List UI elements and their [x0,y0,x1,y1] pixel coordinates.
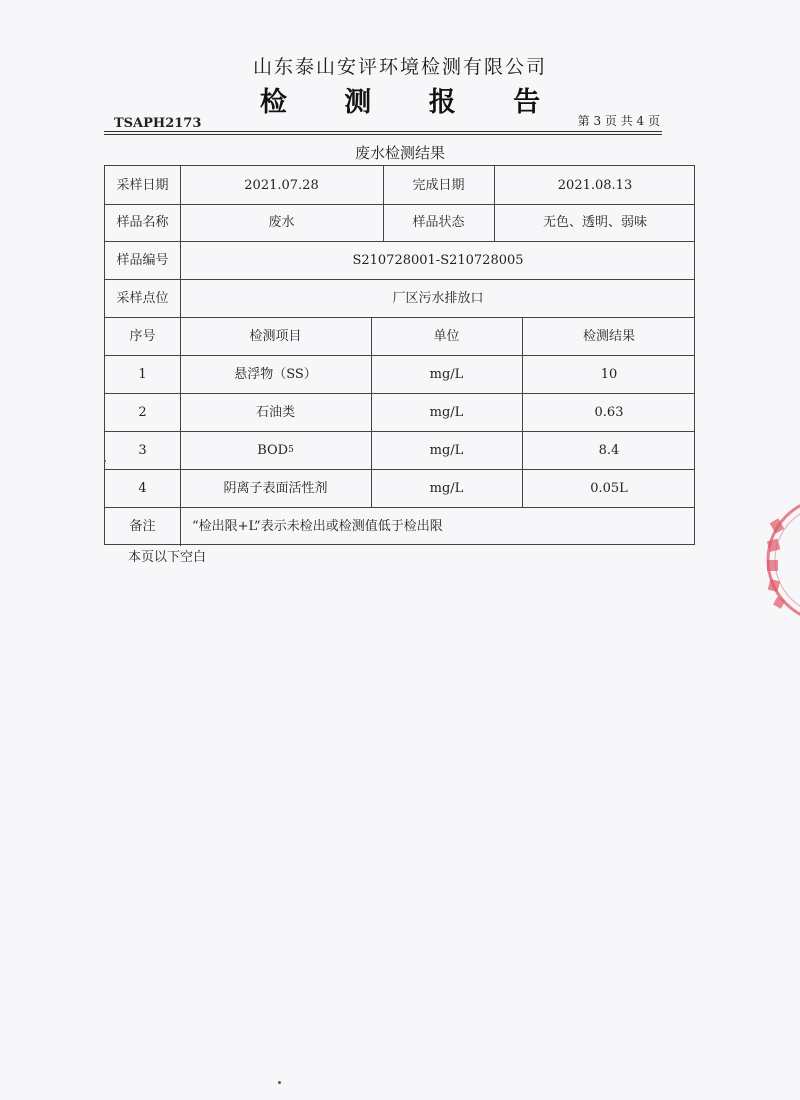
row-result: 10 [600,366,618,382]
row-unit: mg/L [429,442,464,458]
row-item-subscript: 5 [288,444,294,455]
sample-number-label: 样品编号 [116,252,169,268]
report-number: TSAPH2173 [114,116,202,131]
header-rule [104,134,662,135]
company-seal [760,490,800,630]
scan-speck [278,1081,281,1084]
results-table [104,165,695,545]
column-header-unit: 单位 [433,328,460,344]
row-item: 阴离子表面活性剂 [223,480,328,496]
sampling-site-value: 厂区污水排放口 [392,290,484,306]
row-item: 悬浮物（SS） [234,366,317,382]
page-indicator: 第 3 页 共 4 页 [577,114,660,128]
scan-speck [104,460,106,462]
row-item [180,431,371,469]
row-result: 8.4 [598,442,620,458]
sample-name-label: 样品名称 [116,215,169,230]
remark-label: 备注 [129,519,156,534]
completion-date-label: 完成日期 [412,177,465,193]
company-name: 山东泰山安评环境检测有限公司 [252,56,547,78]
column-header-result: 检测结果 [582,328,635,344]
blank-below-note: 本页以下空白 [128,550,207,565]
sample-name-value: 废水 [268,215,295,230]
row-item-main: BOD [257,442,289,458]
sample-state-label: 样品状态 [412,215,465,230]
row-result: 0.63 [594,404,624,420]
sampling-date-value: 2021.07.28 [244,177,319,193]
row-unit: mg/L [429,366,464,382]
remark-text: “检出限+L”表示未检出或检测值低于检出限 [192,519,443,534]
sample-state-value: 无色、透明、弱味 [542,215,647,230]
row-item: 石油类 [255,404,295,420]
row-no: 4 [138,480,147,496]
report-title: 检 测 报 告 [259,87,565,118]
column-header-no: 序号 [129,328,156,344]
row-no: 3 [138,442,147,458]
row-no: 1 [138,366,147,382]
table-title: 废水检测结果 [354,144,445,162]
row-unit: mg/L [429,480,464,496]
header-rule [104,131,662,132]
sample-number-value: S210728001-S210728005 [352,252,524,268]
row-result: 0.05L [590,480,628,496]
row-unit: mg/L [429,404,464,420]
completion-date-value: 2021.08.13 [557,177,633,193]
row-no: 2 [138,404,147,420]
table-rule [180,507,181,546]
sampling-date-label: 采样日期 [116,177,169,193]
column-header-item: 检测项目 [249,328,302,344]
sampling-site-label: 采样点位 [116,290,169,306]
